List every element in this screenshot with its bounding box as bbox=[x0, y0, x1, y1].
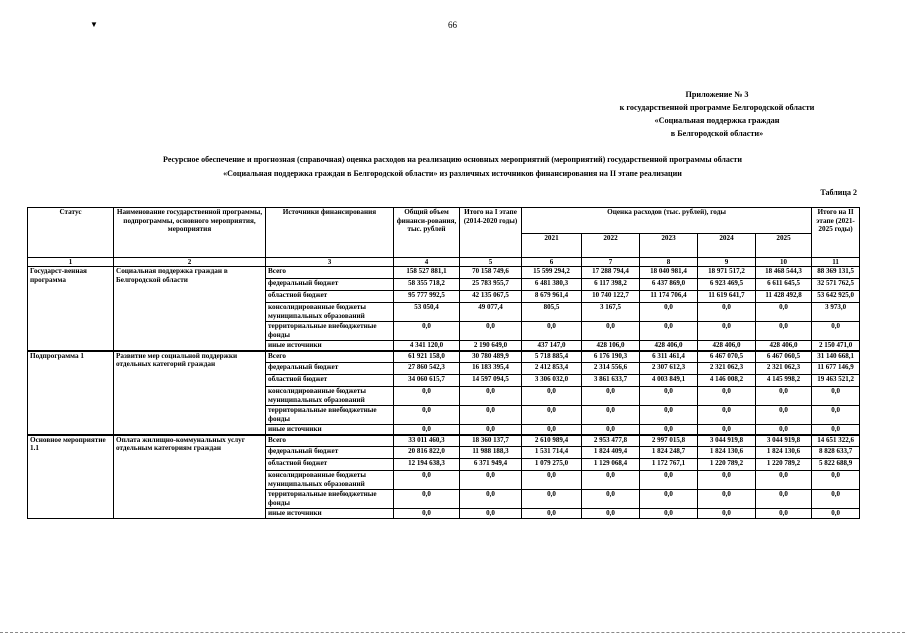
value-cell: 18 040 981,4 bbox=[640, 267, 698, 279]
value-cell: 0,0 bbox=[582, 387, 640, 406]
source-cell: иные источники bbox=[266, 341, 394, 351]
value-cell: 2 321 062,3 bbox=[756, 363, 812, 375]
value-cell: 0,0 bbox=[460, 406, 522, 425]
value-cell: 12 194 638,3 bbox=[394, 459, 460, 471]
value-cell: 0,0 bbox=[394, 490, 460, 509]
value-cell: 0,0 bbox=[582, 471, 640, 490]
value-cell: 0,0 bbox=[756, 322, 812, 341]
value-cell: 0,0 bbox=[582, 509, 640, 519]
value-cell: 0,0 bbox=[522, 509, 582, 519]
column-number: 10 bbox=[756, 258, 812, 267]
value-cell: 0,0 bbox=[812, 425, 860, 435]
header-status: Статус bbox=[28, 208, 114, 258]
value-cell: 49 077,4 bbox=[460, 303, 522, 322]
status-cell: Подпрограмма 1 bbox=[28, 351, 114, 435]
value-cell: 4 146 008,2 bbox=[698, 375, 756, 387]
value-cell: 0,0 bbox=[756, 471, 812, 490]
value-cell: 8 828 633,7 bbox=[812, 447, 860, 459]
value-cell: 0,0 bbox=[812, 387, 860, 406]
value-cell: 0,0 bbox=[394, 425, 460, 435]
source-cell: территориальные внебюджетные фонды bbox=[266, 490, 394, 509]
source-cell: консолидированные бюджеты муниципальных образований bbox=[266, 471, 394, 490]
table-row bbox=[28, 351, 860, 363]
source-cell: Всего bbox=[266, 267, 394, 279]
source-cell: федеральный бюджет bbox=[266, 447, 394, 459]
header-year: 2024 bbox=[698, 234, 756, 258]
value-cell: 16 183 395,4 bbox=[460, 363, 522, 375]
value-cell: 1 824 409,4 bbox=[582, 447, 640, 459]
value-cell: 6 611 645,5 bbox=[756, 279, 812, 291]
value-cell: 1 172 767,1 bbox=[640, 459, 698, 471]
table-label: Таблица 2 bbox=[820, 188, 857, 197]
value-cell: 0,0 bbox=[698, 406, 756, 425]
value-cell: 3 973,0 bbox=[812, 303, 860, 322]
value-cell: 428 106,0 bbox=[582, 341, 640, 351]
value-cell: 88 369 131,5 bbox=[812, 267, 860, 279]
value-cell: 2 953 477,8 bbox=[582, 435, 640, 447]
column-number: 11 bbox=[812, 258, 860, 267]
value-cell: 33 011 460,3 bbox=[394, 435, 460, 447]
value-cell: 53 050,4 bbox=[394, 303, 460, 322]
table-body bbox=[28, 267, 860, 519]
heading-line: Ресурсное обеспечение и прогнозная (справочная) оценка расходов на реализацию основных мероприятий (мероприятий) государственной программы области bbox=[163, 155, 742, 164]
source-cell: консолидированные бюджеты муниципальных образований bbox=[266, 387, 394, 406]
value-cell: 0,0 bbox=[698, 425, 756, 435]
value-cell: 6 311 461,4 bbox=[640, 351, 698, 363]
value-cell: 0,0 bbox=[460, 425, 522, 435]
resource-table bbox=[27, 207, 860, 519]
header-stage2: Итого на II этапе (2021-2025 годы) bbox=[812, 208, 860, 258]
value-cell: 5 718 885,4 bbox=[522, 351, 582, 363]
value-cell: 6 467 070,5 bbox=[698, 351, 756, 363]
program-name-cell: Развитие мер социальной поддержки отдельных категорий граждан bbox=[114, 351, 266, 435]
value-cell: 3 861 633,7 bbox=[582, 375, 640, 387]
value-cell: 0,0 bbox=[698, 303, 756, 322]
header-total: Общий объем финанси-рования, тыс. рублей bbox=[394, 208, 460, 258]
header-year: 2022 bbox=[582, 234, 640, 258]
value-cell: 0,0 bbox=[394, 509, 460, 519]
value-cell: 61 921 158,0 bbox=[394, 351, 460, 363]
column-number: 5 bbox=[460, 258, 522, 267]
header-row bbox=[28, 208, 860, 234]
value-cell: 1 079 275,0 bbox=[522, 459, 582, 471]
column-number: 7 bbox=[582, 258, 640, 267]
value-cell: 31 140 668,1 bbox=[812, 351, 860, 363]
status-cell: Государст-венная программа bbox=[28, 267, 114, 351]
header-estimate: Оценка расходов (тыс. рублей), годы bbox=[522, 208, 812, 234]
value-cell: 0,0 bbox=[640, 387, 698, 406]
value-cell: 42 135 067,5 bbox=[460, 291, 522, 303]
value-cell: 0,0 bbox=[460, 322, 522, 341]
value-cell: 1 824 130,6 bbox=[698, 447, 756, 459]
value-cell: 1 824 248,7 bbox=[640, 447, 698, 459]
value-cell: 6 437 869,0 bbox=[640, 279, 698, 291]
column-number: 8 bbox=[640, 258, 698, 267]
value-cell: 17 288 794,4 bbox=[582, 267, 640, 279]
value-cell: 15 599 294,2 bbox=[522, 267, 582, 279]
value-cell: 0,0 bbox=[756, 490, 812, 509]
table-row bbox=[28, 435, 860, 447]
value-cell: 0,0 bbox=[640, 509, 698, 519]
value-cell: 4 145 998,2 bbox=[756, 375, 812, 387]
column-number: 4 bbox=[394, 258, 460, 267]
appendix-line: в Белгородской области» bbox=[670, 129, 764, 138]
value-cell: 3 167,5 bbox=[582, 303, 640, 322]
value-cell: 428 406,0 bbox=[698, 341, 756, 351]
value-cell: 3 044 919,8 bbox=[756, 435, 812, 447]
value-cell: 11 677 146,9 bbox=[812, 363, 860, 375]
program-name-cell: Оплата жилищно-коммунальных услуг отдельным категориям граждан bbox=[114, 435, 266, 519]
value-cell: 428 406,0 bbox=[756, 341, 812, 351]
value-cell: 0,0 bbox=[640, 406, 698, 425]
appendix-line: «Социальная поддержка граждан bbox=[654, 116, 780, 125]
value-cell: 0,0 bbox=[522, 387, 582, 406]
value-cell: 2 190 649,0 bbox=[460, 341, 522, 351]
value-cell: 0,0 bbox=[582, 406, 640, 425]
value-cell: 18 971 517,2 bbox=[698, 267, 756, 279]
value-cell: 0,0 bbox=[756, 509, 812, 519]
value-cell: 0,0 bbox=[756, 425, 812, 435]
value-cell: 2 412 853,4 bbox=[522, 363, 582, 375]
value-cell: 2 997 015,8 bbox=[640, 435, 698, 447]
value-cell: 11 428 492,8 bbox=[756, 291, 812, 303]
value-cell: 0,0 bbox=[698, 490, 756, 509]
value-cell: 5 822 688,9 bbox=[812, 459, 860, 471]
source-cell: Всего bbox=[266, 351, 394, 363]
value-cell: 0,0 bbox=[640, 471, 698, 490]
appendix-block bbox=[587, 88, 847, 140]
appendix-line: Приложение № 3 bbox=[685, 90, 749, 99]
value-cell: 11 619 641,7 bbox=[698, 291, 756, 303]
value-cell: 3 044 919,8 bbox=[698, 435, 756, 447]
column-number: 9 bbox=[698, 258, 756, 267]
page-bottom-edge bbox=[0, 632, 905, 634]
appendix-line: к государственной программе Белгородской области bbox=[619, 103, 815, 112]
column-number: 1 bbox=[28, 258, 114, 267]
value-cell: 2 314 556,6 bbox=[582, 363, 640, 375]
value-cell: 11 988 188,3 bbox=[460, 447, 522, 459]
value-cell: 2 610 989,4 bbox=[522, 435, 582, 447]
value-cell: 1 531 714,4 bbox=[522, 447, 582, 459]
value-cell: 0,0 bbox=[698, 322, 756, 341]
column-number: 6 bbox=[522, 258, 582, 267]
value-cell: 0,0 bbox=[640, 490, 698, 509]
value-cell: 10 740 122,7 bbox=[582, 291, 640, 303]
value-cell: 11 174 706,4 bbox=[640, 291, 698, 303]
source-cell: территориальные внебюджетные фонды bbox=[266, 322, 394, 341]
value-cell: 0,0 bbox=[582, 490, 640, 509]
source-cell: Всего bbox=[266, 435, 394, 447]
value-cell: 437 147,0 bbox=[522, 341, 582, 351]
header-year: 2023 bbox=[640, 234, 698, 258]
value-cell: 20 816 822,0 bbox=[394, 447, 460, 459]
value-cell: 0,0 bbox=[640, 322, 698, 341]
header-name: Наименование государственной программы, подпрограммы, основного мероприятия, мероприятия bbox=[114, 208, 266, 258]
source-cell: консолидированные бюджеты муниципальных образований bbox=[266, 303, 394, 322]
value-cell: 2 307 612,3 bbox=[640, 363, 698, 375]
value-cell: 0,0 bbox=[698, 509, 756, 519]
value-cell: 0,0 bbox=[582, 322, 640, 341]
value-cell: 25 783 955,7 bbox=[460, 279, 522, 291]
value-cell: 0,0 bbox=[394, 406, 460, 425]
page-mark: ▼ bbox=[90, 20, 98, 29]
value-cell: 34 060 615,7 bbox=[394, 375, 460, 387]
header-year: 2021 bbox=[522, 234, 582, 258]
value-cell: 0,0 bbox=[582, 425, 640, 435]
value-cell: 18 360 137,7 bbox=[460, 435, 522, 447]
header-stage1: Итого на I этапе (2014-2020 годы) bbox=[460, 208, 522, 258]
value-cell: 0,0 bbox=[640, 303, 698, 322]
value-cell: 2 321 062,3 bbox=[698, 363, 756, 375]
value-cell: 4 003 849,1 bbox=[640, 375, 698, 387]
value-cell: 0,0 bbox=[460, 509, 522, 519]
document-heading bbox=[30, 153, 875, 181]
column-number: 2 bbox=[114, 258, 266, 267]
source-cell: областной бюджет bbox=[266, 375, 394, 387]
value-cell: 428 406,0 bbox=[640, 341, 698, 351]
column-number-row bbox=[28, 258, 860, 267]
value-cell: 1 220 789,2 bbox=[698, 459, 756, 471]
value-cell: 0,0 bbox=[522, 490, 582, 509]
value-cell: 1 220 789,2 bbox=[756, 459, 812, 471]
value-cell: 14 651 322,6 bbox=[812, 435, 860, 447]
value-cell: 0,0 bbox=[698, 387, 756, 406]
source-cell: областной бюджет bbox=[266, 459, 394, 471]
value-cell: 18 468 544,3 bbox=[756, 267, 812, 279]
value-cell: 0,0 bbox=[812, 406, 860, 425]
source-cell: областной бюджет bbox=[266, 291, 394, 303]
value-cell: 95 777 992,5 bbox=[394, 291, 460, 303]
value-cell: 0,0 bbox=[640, 425, 698, 435]
value-cell: 6 371 949,4 bbox=[460, 459, 522, 471]
program-name-cell: Социальная поддержка граждан в Белгородской области bbox=[114, 267, 266, 351]
heading-line: «Социальная поддержка граждан в Белгородской области» из различных источников финансирования на II этапе реализации bbox=[223, 169, 682, 178]
value-cell: 58 355 718,2 bbox=[394, 279, 460, 291]
value-cell: 30 780 489,9 bbox=[460, 351, 522, 363]
value-cell: 6 117 398,2 bbox=[582, 279, 640, 291]
value-cell: 6 467 060,5 bbox=[756, 351, 812, 363]
value-cell: 3 306 032,0 bbox=[522, 375, 582, 387]
value-cell: 0,0 bbox=[394, 322, 460, 341]
value-cell: 0,0 bbox=[522, 406, 582, 425]
value-cell: 0,0 bbox=[698, 471, 756, 490]
value-cell: 158 527 881,1 bbox=[394, 267, 460, 279]
value-cell: 1 824 130,6 bbox=[756, 447, 812, 459]
value-cell: 0,0 bbox=[460, 471, 522, 490]
value-cell: 0,0 bbox=[460, 387, 522, 406]
column-number: 3 bbox=[266, 258, 394, 267]
value-cell: 0,0 bbox=[812, 471, 860, 490]
source-cell: территориальные внебюджетные фонды bbox=[266, 406, 394, 425]
value-cell: 0,0 bbox=[394, 471, 460, 490]
value-cell: 0,0 bbox=[522, 322, 582, 341]
value-cell: 0,0 bbox=[522, 471, 582, 490]
table-row bbox=[28, 267, 860, 279]
value-cell: 0,0 bbox=[812, 322, 860, 341]
source-cell: иные источники bbox=[266, 509, 394, 519]
value-cell: 2 150 471,0 bbox=[812, 341, 860, 351]
value-cell: 70 158 749,6 bbox=[460, 267, 522, 279]
value-cell: 53 642 925,0 bbox=[812, 291, 860, 303]
page-number: 66 bbox=[448, 20, 457, 30]
value-cell: 0,0 bbox=[756, 406, 812, 425]
value-cell: 0,0 bbox=[812, 509, 860, 519]
value-cell: 8 679 961,4 bbox=[522, 291, 582, 303]
source-cell: федеральный бюджет bbox=[266, 363, 394, 375]
value-cell: 0,0 bbox=[756, 303, 812, 322]
header-source: Источники финансирования bbox=[266, 208, 394, 258]
value-cell: 6 176 190,3 bbox=[582, 351, 640, 363]
value-cell: 6 923 469,5 bbox=[698, 279, 756, 291]
value-cell: 14 597 094,5 bbox=[460, 375, 522, 387]
value-cell: 27 860 542,3 bbox=[394, 363, 460, 375]
value-cell: 19 463 521,2 bbox=[812, 375, 860, 387]
value-cell: 4 341 120,0 bbox=[394, 341, 460, 351]
value-cell: 0,0 bbox=[756, 387, 812, 406]
value-cell: 0,0 bbox=[522, 425, 582, 435]
source-cell: федеральный бюджет bbox=[266, 279, 394, 291]
value-cell: 1 129 068,4 bbox=[582, 459, 640, 471]
value-cell: 32 571 762,5 bbox=[812, 279, 860, 291]
value-cell: 0,0 bbox=[460, 490, 522, 509]
value-cell: 6 481 380,3 bbox=[522, 279, 582, 291]
value-cell: 805,5 bbox=[522, 303, 582, 322]
status-cell: Основное мероприятие 1.1 bbox=[28, 435, 114, 519]
value-cell: 0,0 bbox=[812, 490, 860, 509]
value-cell: 0,0 bbox=[394, 387, 460, 406]
source-cell: иные источники bbox=[266, 425, 394, 435]
header-year: 2025 bbox=[756, 234, 812, 258]
